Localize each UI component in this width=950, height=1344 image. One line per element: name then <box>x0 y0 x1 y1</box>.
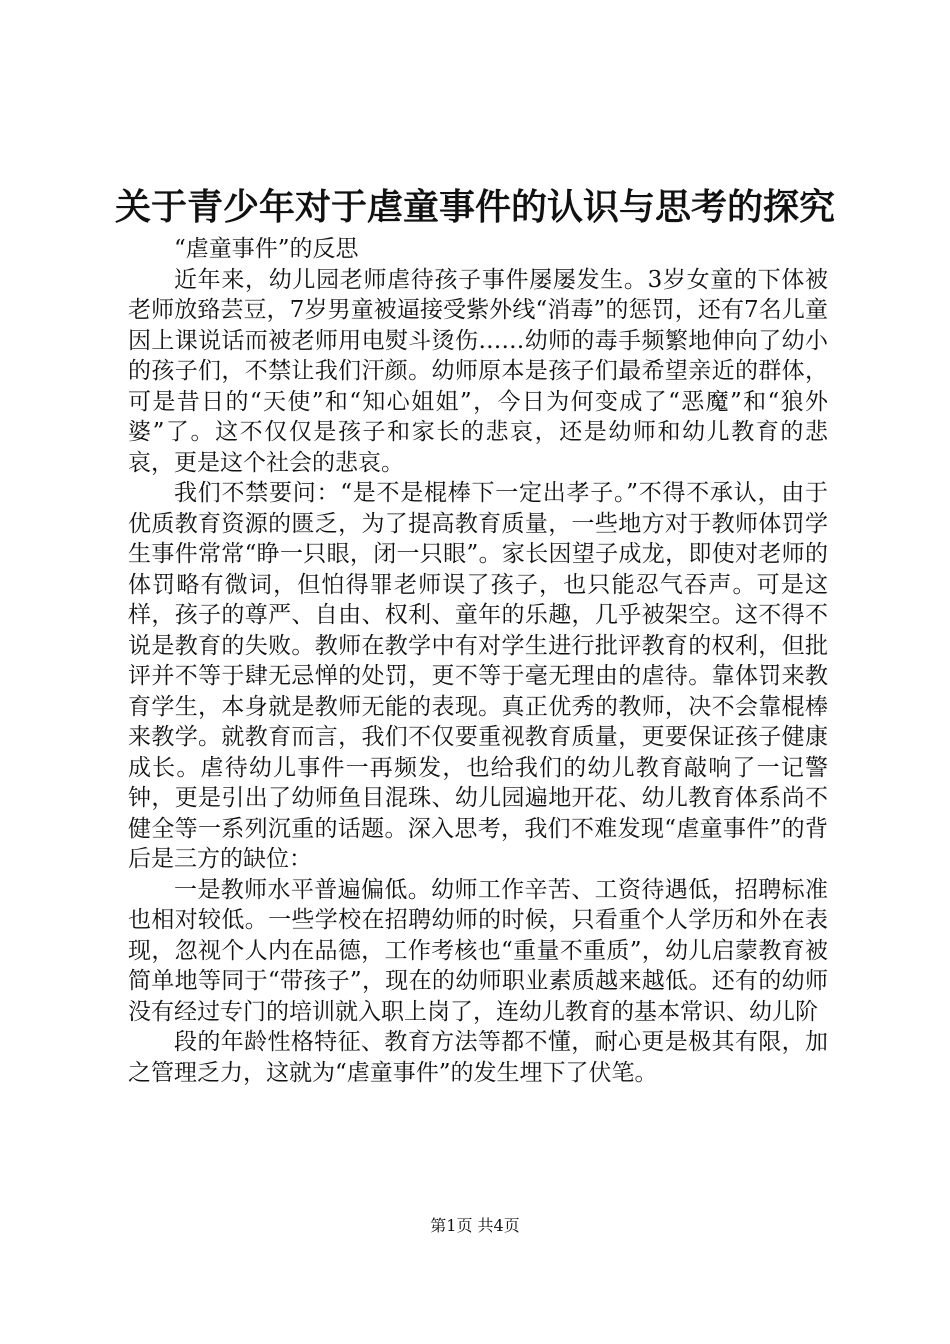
body-paragraph: 一是教师水平普遍偏低。幼师工作辛苦、工资待遇低，招聘标准也相对较低。一些学校在招聘幼师的时候，只看重个人学历和外在表现，忽视个人内在品德，工作考核也“重量不重质”，幼儿启蒙教育被简单地等同于“带孩子”，现在的幼师职业素质越来越低。还有的幼师没有经过专门的培训就入职上岗了，连幼儿教育的基本常识、幼儿阶 <box>128 876 828 1025</box>
document-title: 关于青少年对于虐童事件的认识与思考的探究 <box>114 186 835 228</box>
body-paragraph: 段的年龄性格特征、教育方法等都不懂，耐心更是极其有限，加之管理乏力，这就为“虐童事件”的发生埋下了伏笔。 <box>128 1029 828 1086</box>
body-paragraph: 我们不禁要问：“是不是棍棒下一定出孝子。”不得不承认，由于优质教育资源的匮乏，为了提高教育质量，一些地方对于教师体罚学生事件常常“睁一只眼，闭一只眼”。家长因望子成龙，即使对老师的体罚略有微词，但怕得罪老师误了孩子，也只能忍气吞声。可是这样，孩子的尊严、自由、权利、童年的乐趣，几乎被架空。这不得不说是教育的失败。教师在教学中有对学生进行批评教育的权利，但批评并不等于肆无忌惮的处罚，更不等于毫无理由的虐待。靠体罚来教育学生，本身就是教师无能的表现。真正优秀的教师，决不会靠棍棒来教学。就教育而言，我们不仅要重视教育质量，更要保证孩子健康成长。虐待幼儿事件一再频发，也给我们的幼儿教育敲响了一记警钟，更是引出了幼师鱼目混珠、幼儿园遍地开花、幼儿教育体系尚不健全等一系列沉重的话题。深入思考，我们不难发现“虐童事件”的背后是三方的缺位： <box>128 480 828 872</box>
section-heading: “虐童事件”的反思 <box>174 236 359 262</box>
document-body <box>128 234 828 1088</box>
body-paragraph: 近年来，幼儿园老师虐待孩子事件屡屡发生。3岁女童的下体被老师放臵芸豆，7岁男童被逼接受紫外线“消毒”的惩罚，还有7名儿童因上课说话而被老师用电熨斗烫伤……幼师的毒手频繁地伸向了幼小的孩子们，不禁让我们汗颜。幼师原本是孩子们最希望亲近的群体，可是昔日的“天使”和“知心姐姐”，今日为何变成了“恶魔”和“狼外婆”了。这不仅仅是孩子和家长的悲哀，还是幼师和幼儿教育的悲哀，更是这个社会的悲哀。 <box>128 266 828 476</box>
page-number-footer: 第1页 共4页 <box>430 1216 520 1235</box>
